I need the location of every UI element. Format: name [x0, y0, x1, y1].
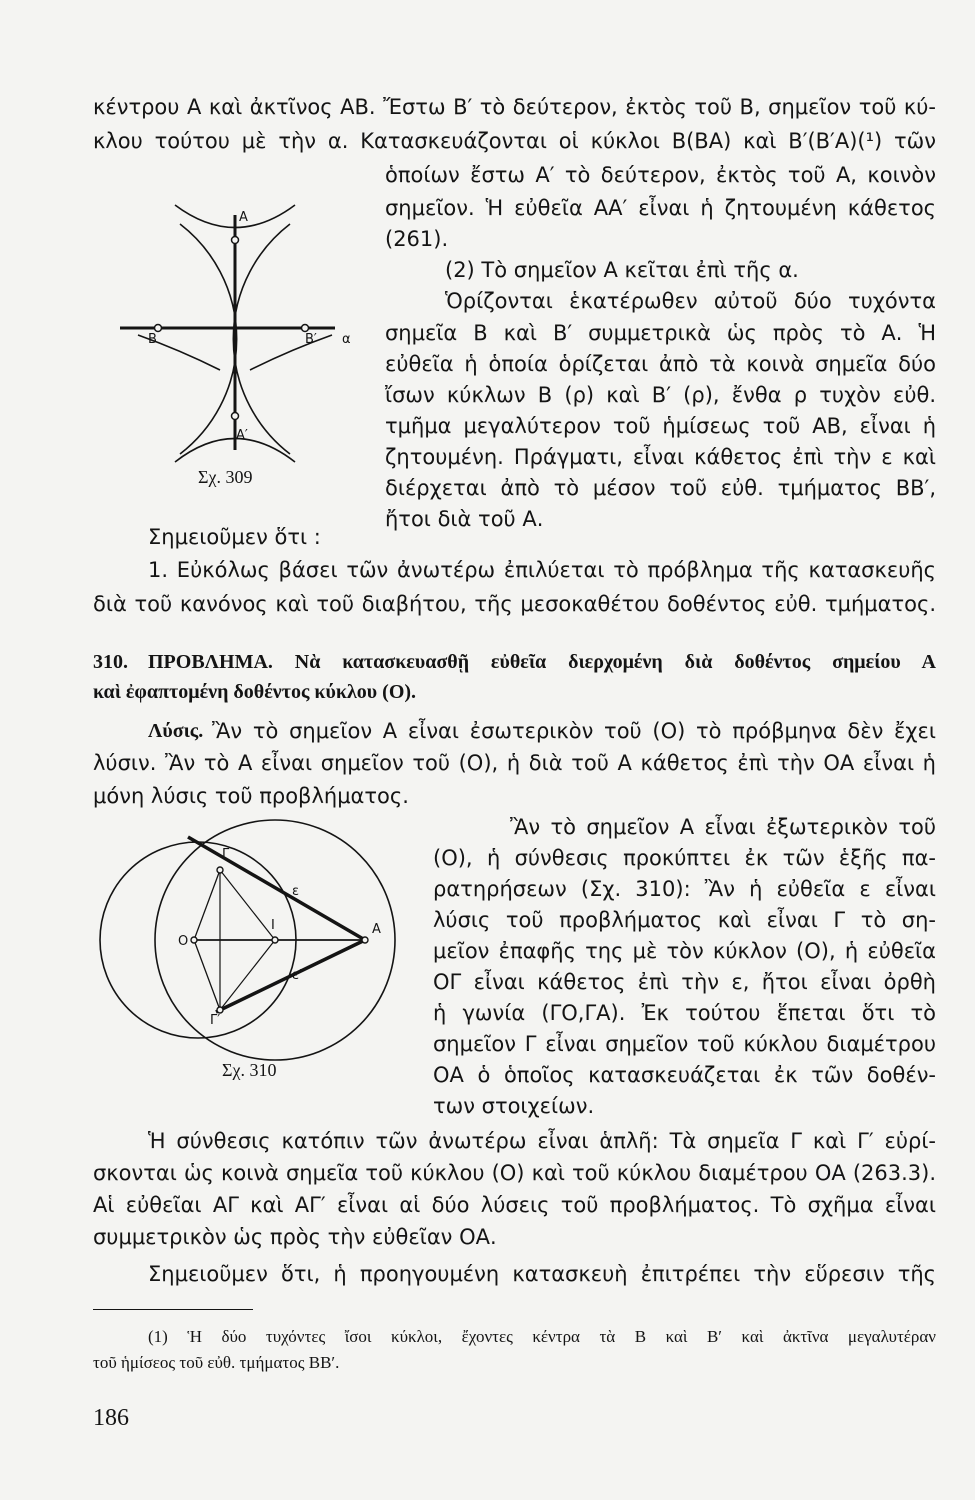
text-line: Ἂν τὸ σημεῖον Α εἶναι ἐσωτερικὸν τοῦ (Ο) τὸ πρόβμηνα δὲν ἔχει [212, 719, 936, 743]
point-g [217, 867, 223, 873]
label-g2: Γ′ [210, 1013, 221, 1028]
page-number: 186 [93, 1405, 129, 1431]
problem-title: καὶ ἐφαπτομένη δοθέντος κύκλου (Ο). [93, 681, 417, 703]
text-line: ΟΑ ὁ ὁποῖος κατασκευάζεται ἐκ τῶν δοθέν- [433, 1063, 936, 1087]
point-o [191, 937, 197, 943]
text-line: Σημειοῦμεν ὅτι : [148, 525, 321, 549]
line-ig2 [220, 940, 275, 1010]
text-line: ὁποίων ἔστω Α′ τὸ δεύτερον, ἐκτὸς τοῦ Α, κοινὸν [385, 163, 936, 187]
arc-circle-b [180, 224, 237, 454]
label-alpha: α [342, 332, 351, 347]
arc-circle-b2 [233, 224, 290, 454]
text-line: συμμετρικὸν ὡς πρὸς τὴν εὐθεῖαν ΟΑ. [93, 1225, 497, 1249]
arc-right-small [250, 335, 332, 370]
text-line: ζητουμένη. Πράγματι, εἶναι κάθετος ἐπὶ τὴν ε καὶ [385, 445, 936, 469]
text-line: (261). [385, 227, 449, 251]
tangent-e2 [216, 940, 365, 1012]
text-line: Σημειοῦμεν ὅτι, ἡ προηγουμένη κατασκευὴ ἐπιτρέπει τὴν εὕρεσιν τῆς [148, 1262, 936, 1286]
text-line: κέντρου Α καὶ ἀκτῖνος ΑΒ. Ἔστω Β′ τὸ δεύτερον, ἐκτὸς τοῦ Β, σημεῖον τοῦ κύ- [93, 95, 936, 119]
label-o: O [178, 934, 189, 949]
line-ig [220, 870, 275, 940]
point-i [272, 937, 278, 943]
text-line: διέρχεται ἀπὸ τὸ μέσον τοῦ εὐθ. τμήματος ΒΒ′, [385, 476, 936, 500]
line-og [194, 870, 220, 940]
text-line: κλου τούτου μὲ τὴν α. Κατασκευάζονται οἱ κύκλοι Β(ΒΑ) καὶ Β′(Β′Α)(¹) τῶν [93, 129, 936, 153]
point-a [362, 937, 368, 943]
text-line: Ὁρίζονται ἑκατέρωθεν αὐτοῦ δύο τυχόντα [445, 289, 936, 313]
point-a2 [232, 413, 239, 420]
text-line: μεῖον ἐπαφῆς της μὲ τὸν κύκλον (Ο), ἡ εὐθεῖα [433, 939, 936, 963]
text-line: μόνη λύσις τοῦ προβλήματος. [93, 784, 409, 808]
text-line: Αἱ εὐθεῖαι ΑΓ καὶ ΑΓ′ εἶναι αἱ δύο λύσεις τοῦ προβλήματος. Τὸ σχῆμα εἶναι [93, 1193, 936, 1217]
label-a: A [372, 922, 381, 937]
text-line: ΟΓ εἶναι κάθετος ἐπὶ τὴν ε, ἤτοι εἶναι ὀρθὴ [433, 970, 936, 994]
problem-title: ΠΡΟΒΛΗΜΑ. Νὰ κατασκευασθῇ εὐθεῖα διερχομένη διὰ δοθέντος σημείου Α [148, 651, 936, 673]
label-eps: ε [292, 884, 300, 899]
line-og2 [194, 940, 220, 1010]
text-line: λύσιν. Ἂν τὸ Α εἶναι σημεῖον τοῦ (Ο), ἡ διὰ τοῦ Α κάθετος ἐπὶ τὴν ΟΑ εἶναι ἡ [93, 751, 936, 775]
label-i: I [271, 918, 275, 933]
label-a2: A′ [236, 428, 248, 443]
point-a [232, 237, 239, 244]
text-line: σκονται ὡς κοινὰ σημεῖα τοῦ κύκλου (Ο) καὶ τοῦ κύκλου διαμέτρου ΟΑ (263.3). [93, 1161, 936, 1185]
text-line: διὰ τοῦ κανόνος καὶ τοῦ διαβήτου, τῆς μεσοκαθέτου δοθέντος εὐθ. τμήματος. [93, 592, 936, 616]
text-line: εὐθεῖα ἡ ὁποία ὁρίζεται ἀπὸ τὰ κοινὰ σημεῖα δύο [385, 352, 936, 376]
text-line: ἤτοι διὰ τοῦ Α. [385, 507, 544, 531]
text-line: τμῆμα μεγαλύτερον τοῦ ἡμίσεως τοῦ ΑΒ, εἶναι ἡ [385, 414, 936, 438]
text-line: ἡ γωνία (ΓΟ,ΓΑ). Ἐκ τούτου ἕπεται ὅτι τὸ [433, 1001, 936, 1025]
label-a: A [239, 210, 248, 225]
label-b: B [148, 332, 157, 347]
text-line: σημεῖον. Ἡ εὐθεῖα ΑΑ′ εἶναι ἡ ζητουμένη κάθετος [385, 196, 936, 220]
text-line: (2) Τὸ σημεῖον Α κεῖται ἐπὶ τῆς α. [445, 258, 799, 282]
text-line: Ἡ σύνθεσις κατόπιν τῶν ἀνωτέρω εἶναι ἁπλῆ: Τὰ σημεῖα Γ καὶ Γ′ εὑρί- [148, 1129, 936, 1153]
text-line: ἴσων κύκλων Β (ρ) καὶ Β′ (ρ), ἔνθα ρ τυχὸν εὐθ. [385, 383, 936, 407]
text-line: ρατηρήσεων (Σχ. 310): Ἂν ἡ εὐθεῖα ε εἶναι [433, 877, 936, 901]
text-line: 1. Εὐκόλως βάσει τῶν ἀνωτέρω ἐπιλύεται τὸ πρόβλημα τῆς κατασκευῆς [148, 558, 936, 582]
text-line: (Ο), ἡ σύνθεσις προκύπτει ἐκ τῶν ἑξῆς πα- [433, 846, 936, 870]
figure-309-caption: Σχ. 309 [198, 467, 253, 487]
point-b2 [302, 325, 309, 332]
text-line: λύσις τοῦ προβλήματος καὶ εἶναι Γ τὸ ση- [433, 908, 936, 932]
problem-number: 310. [93, 651, 128, 673]
text-line: Ἂν τὸ σημεῖον Α εἶναι ἐξωτερικὸν τοῦ [510, 815, 936, 839]
point-b [155, 325, 162, 332]
footnote-line: (1) Ἡ δύο τυχόντες ἴσοι κύκλοι, ἔχοντες κέντρα τὰ Β καὶ Β′ καὶ ἀκτῖνα μεγαλυτέραν [148, 1327, 936, 1346]
footnote-line: τοῦ ἡμίσεος τοῦ εὐθ. τμήματος ΒΒ′. [93, 1353, 340, 1372]
text-line: σημεῖον Γ εἶναι σημεῖον τοῦ κύκλου διαμέτρου [433, 1032, 936, 1056]
label-eps2: ε′ [292, 968, 302, 983]
tangent-e [188, 837, 365, 940]
label-g: Γ [222, 847, 230, 862]
label-b2: B′ [305, 332, 317, 347]
figure-310 [120, 830, 390, 1050]
text-line: σημεῖα Β καὶ Β′ συμμετρικὰ ὡς πρὸς τὸ Α. Ἡ [385, 321, 936, 345]
text-line: των στοιχείων. [433, 1094, 595, 1118]
footnote-rule [93, 1309, 253, 1310]
figure-310-caption: Σχ. 310 [222, 1060, 277, 1080]
lysis-label: Λύσις. [148, 720, 204, 742]
